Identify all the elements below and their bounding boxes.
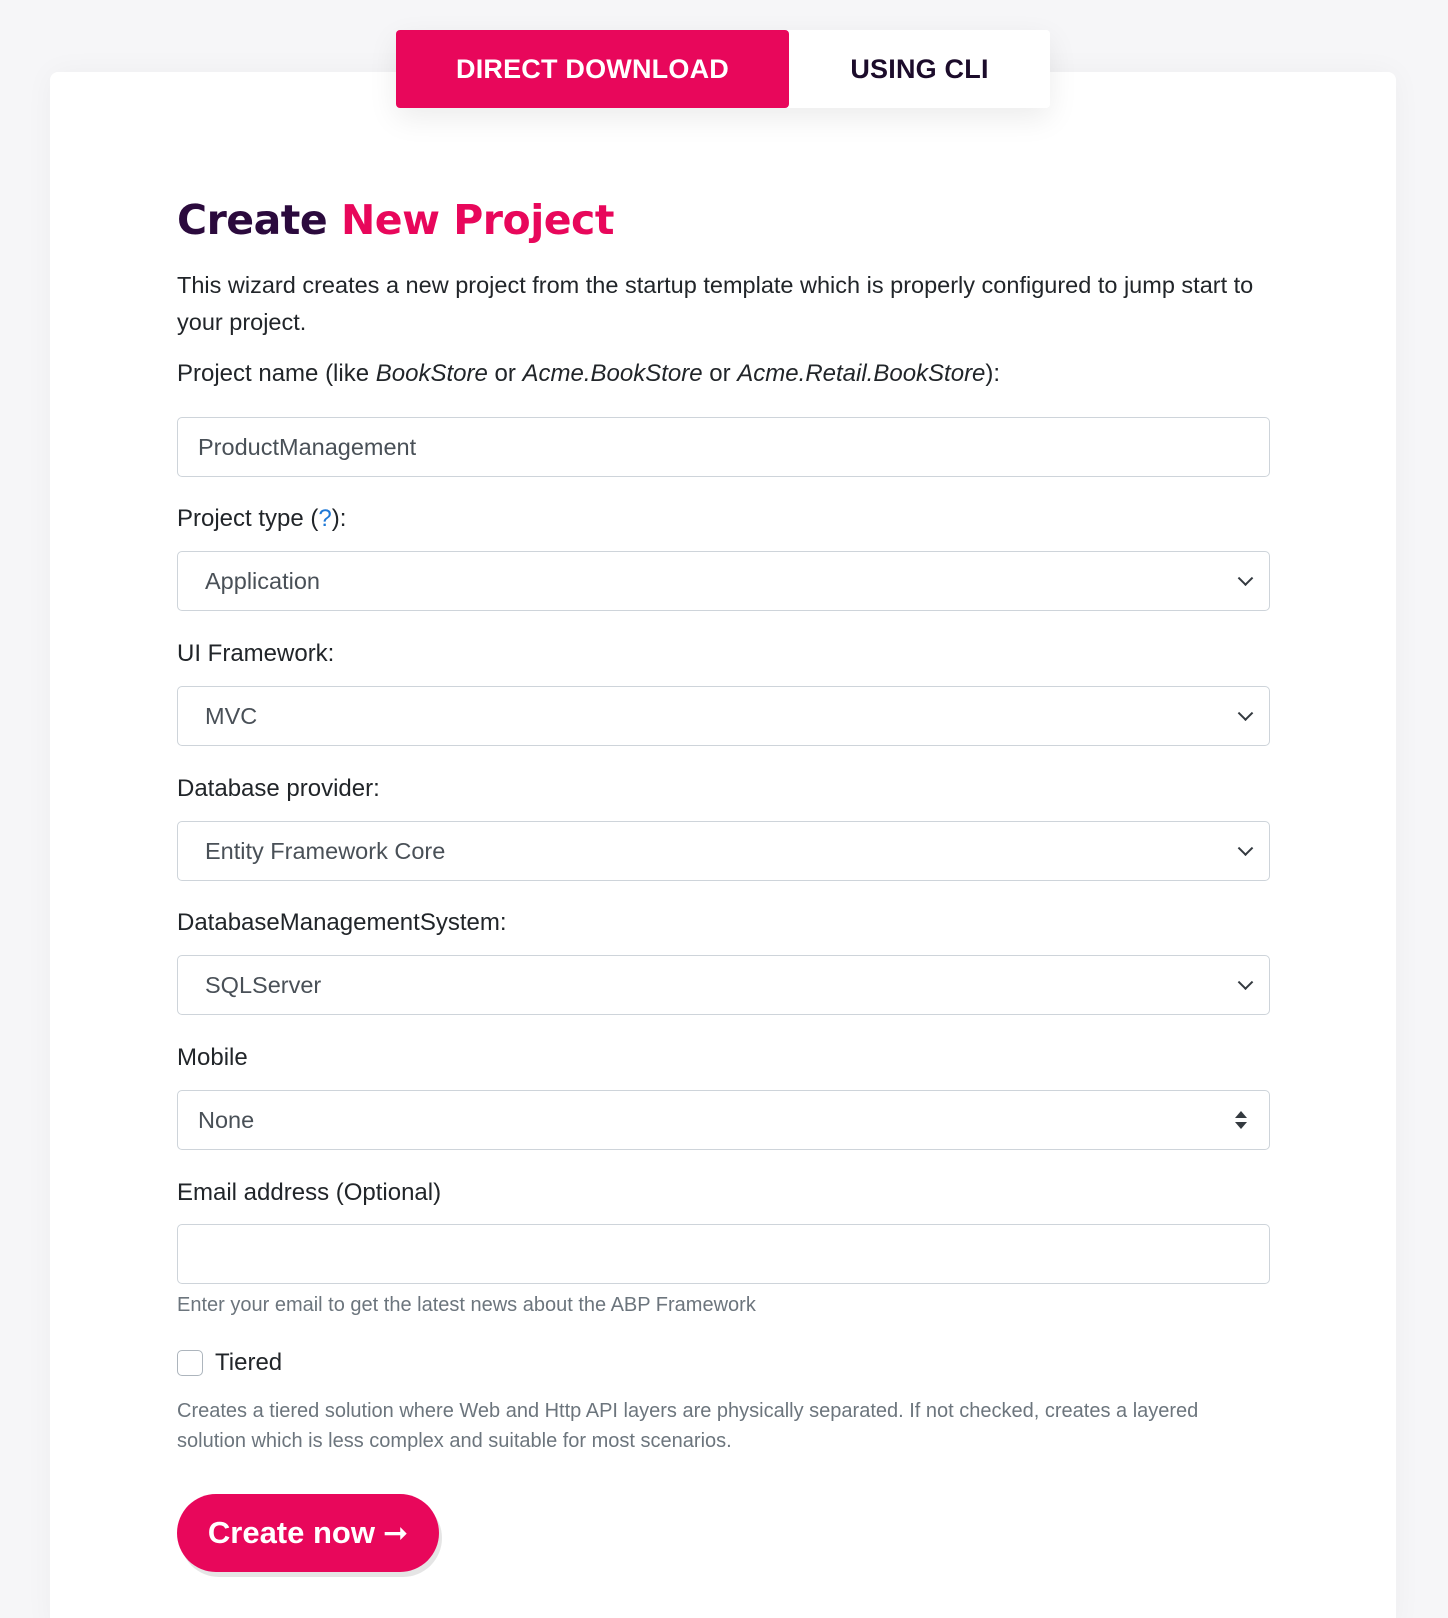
download-tabs <box>396 30 1050 108</box>
project-name-label <box>177 360 1000 388</box>
mobile-label: Mobile <box>177 1044 248 1071</box>
page-title <box>177 196 614 244</box>
tiered-label[interactable]: Tiered <box>215 1349 283 1376</box>
ui-framework-select[interactable] <box>177 686 1270 746</box>
arrow-right-icon: ➞ <box>382 1516 409 1550</box>
title-new-project: New Project <box>340 196 614 244</box>
tiered-hint: Creates a tiered solution where Web and Http API layers are physically separated. If not checked, creates a layered solution which is less complex and suitable for most scenarios. <box>177 1400 1199 1452</box>
example-name: Acme.Retail.BookStore <box>737 360 986 387</box>
chevron-down-icon <box>1238 570 1254 586</box>
project-name-value: ProductManagement <box>198 433 417 460</box>
label-text: ): <box>985 360 1001 387</box>
project-type-value: Application <box>205 567 320 594</box>
ui-framework-value: MVC <box>205 702 258 729</box>
mobile-select[interactable] <box>177 1090 1270 1150</box>
label-text: Project type ( <box>177 505 319 532</box>
database-provider-value: Entity Framework Core <box>205 837 446 864</box>
ui-framework-label: UI Framework: <box>177 640 335 667</box>
tab-direct-download[interactable]: DIRECT DOWNLOAD <box>396 30 789 108</box>
create-now-label: Create now <box>207 1515 375 1550</box>
database-provider-label: Database provider: <box>177 775 380 802</box>
project-type-label <box>177 505 346 533</box>
tab-using-cli[interactable]: USING CLI <box>789 30 1050 108</box>
label-text: ): <box>331 505 347 532</box>
email-label: Email address (Optional) <box>177 1179 442 1206</box>
email-hint: Enter your email to get the latest news about the ABP Framework <box>177 1294 756 1316</box>
project-type-help-link[interactable]: ? <box>318 505 332 532</box>
mobile-value: None <box>198 1106 255 1133</box>
tiered-checkbox[interactable] <box>177 1350 203 1376</box>
project-type-select[interactable] <box>177 551 1270 611</box>
label-text: Project name (like <box>177 360 376 387</box>
dbms-label: DatabaseManagementSystem: <box>177 909 507 936</box>
dbms-value: SQLServer <box>205 971 322 998</box>
email-input[interactable] <box>177 1224 1270 1284</box>
title-create: Create <box>177 196 328 244</box>
chevron-down-icon <box>1238 705 1254 721</box>
dbms-select[interactable] <box>177 955 1270 1015</box>
example-name: BookStore <box>375 360 488 387</box>
label-text: or <box>702 360 738 387</box>
example-name: Acme.BookStore <box>522 360 703 387</box>
label-text: or <box>487 360 523 387</box>
create-now-button[interactable] <box>177 1494 439 1572</box>
sort-arrows-icon <box>1235 1111 1247 1129</box>
project-name-input[interactable] <box>177 417 1270 477</box>
tiered-option <box>177 1349 282 1377</box>
chevron-down-icon <box>1238 974 1254 990</box>
intro-text: This wizard creates a new project from the startup template which is properly configured to jump start to your project. <box>177 272 1254 335</box>
database-provider-select[interactable] <box>177 821 1270 881</box>
chevron-down-icon <box>1238 840 1254 856</box>
